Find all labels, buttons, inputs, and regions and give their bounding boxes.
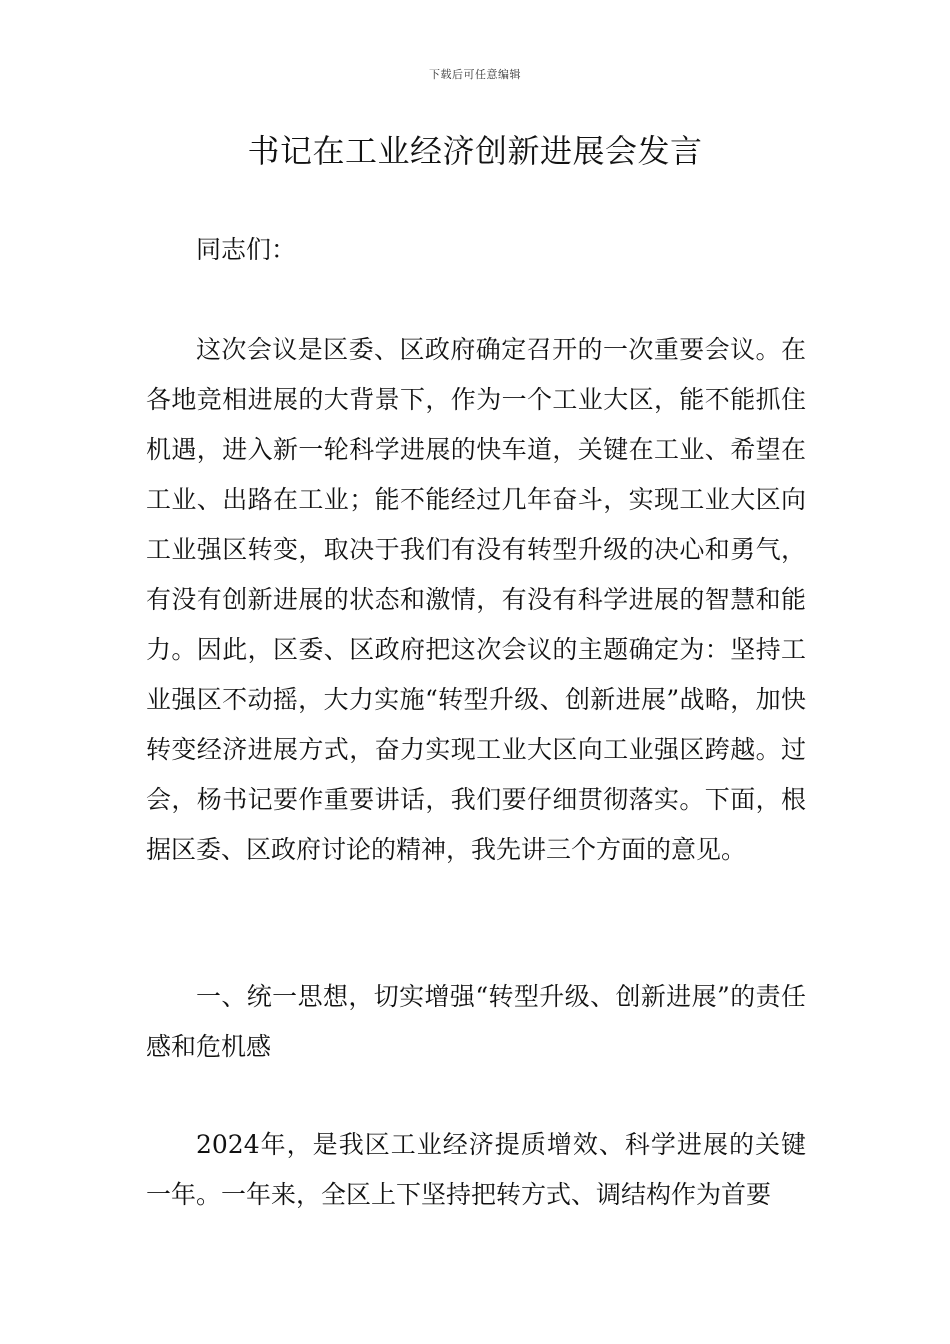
body-paragraph-1: 这次会议是区委、区政府确定召开的一次重要会议。在各地竞相进展的大背景下，作为一个工业大区，能不能抓住机遇，进入新一轮科学进展的快车道，关键在工业、希望在工业、出路在工业；能不能经过几年奋斗，实现工业大区向工业强区转变，取决于我们有没有转型升级的决心和勇气，有没有创新进展的状态和激情，有没有科学进展的智慧和能力。因此，区委、区政府把这次会议的主题确定为：坚持工业强区不动摇，大力实施“转型升级、创新进展”战略，加快转变经济进展方式，奋力实现工业大区向工业强区跨越。过会，杨书记要作重要讲话，我们要仔细贯彻落实。下面，根据区委、区政府讨论的精神，我先讲三个方面的意见。 xyxy=(146,335,806,864)
document-title: 书记在工业经济创新进展会发言 xyxy=(247,132,703,170)
salutation: 同志们： xyxy=(196,235,297,264)
header-note: 下载后可任意编辑 xyxy=(429,68,521,81)
body-paragraph-2: 2024年，是我区工业经济提质增效、科学进展的关键一年。一年来，全区上下坚持把转方式、调结构作为首要 xyxy=(146,1130,806,1209)
section-heading-1: 一、统一思想，切实增强“转型升级、创新进展”的责任感和危机感 xyxy=(146,982,806,1061)
